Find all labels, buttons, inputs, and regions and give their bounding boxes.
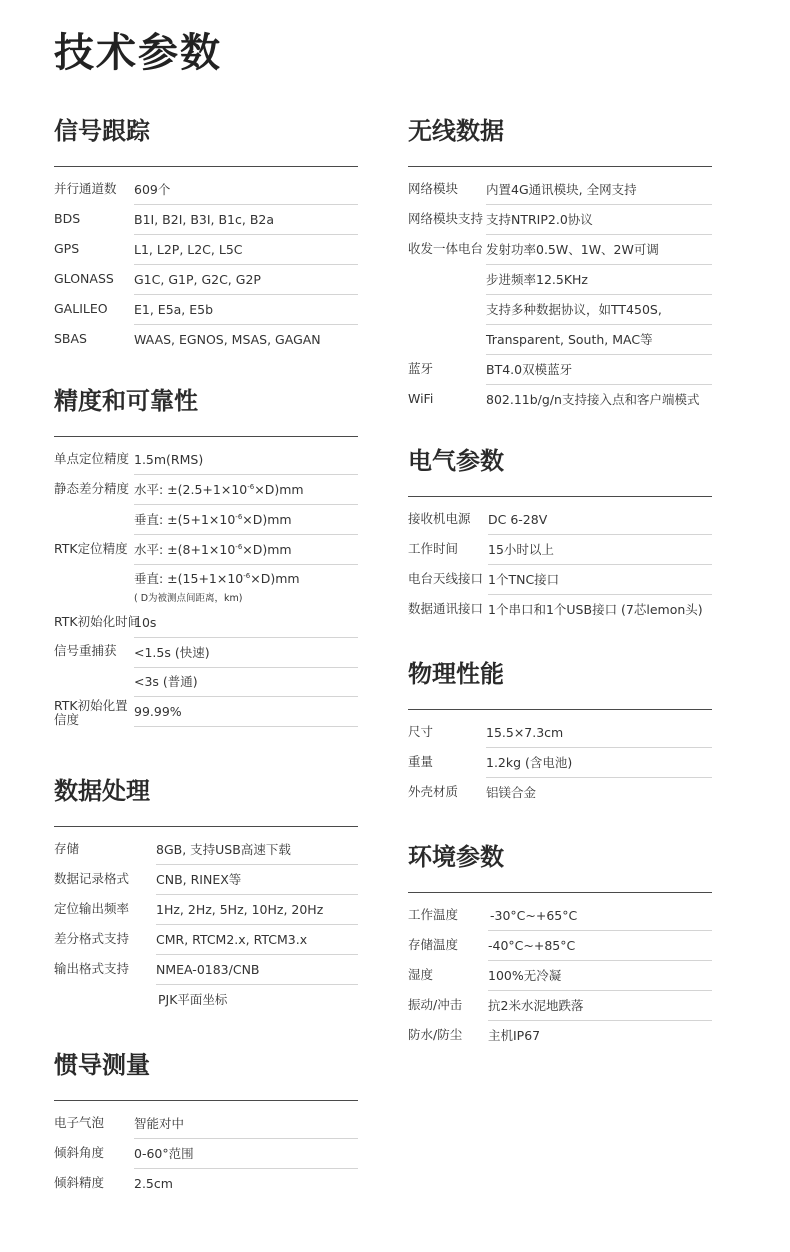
section-divider [408,709,712,710]
spec-row-data-port [408,595,712,625]
spec-value: 10s [134,615,157,630]
spec-row-shock [408,991,712,1021]
spec-value: 2.5cm [134,1176,173,1191]
spec-value: 99.99% [134,697,358,727]
section-title: 精度和可靠性 [54,387,198,415]
spec-label: RTK初始化时间 [54,614,141,629]
spec-label: 电子气泡 [54,1115,105,1130]
spec-label: SBAS [54,331,87,346]
spec-label: 输出格式支持 [54,961,130,976]
spec-row-radio-power [408,235,712,265]
spec-value: L1, L2P, L2C, L5C [134,235,358,265]
spec-row-record-format [54,865,358,895]
spec-value: NMEA-0183/CNB [156,955,358,985]
section-divider [54,436,358,437]
spec-label: 防水/防尘 [408,1027,463,1042]
spec-row-bluetooth [408,355,712,385]
spec-label: 电台天线接口 [408,571,484,586]
spec-label: 并行通道数 [54,181,117,196]
spec-value: WAAS, EGNOS, MSAS, GAGAN [134,332,321,347]
spec-row-bds [54,205,358,235]
spec-value: PJK平面坐标 [158,992,228,1007]
spec-label: 湿度 [408,967,434,982]
spec-label: 蓝牙 [408,361,434,376]
spec-label: 信号重捕获 [54,643,117,658]
spec-label: 重量 [408,754,434,769]
spec-value: 发射功率0.5W、1W、2W可调 [486,235,712,265]
spec-label: 尺寸 [408,724,434,739]
spec-row-rtk-init-confidence [54,697,358,727]
spec-row-working-time [408,535,712,565]
spec-row-sbas [54,325,358,355]
spec-row-power-supply [408,505,712,535]
spec-value: CNB, RINEX等 [156,865,358,895]
spec-row-plane-coord [54,985,358,1015]
spec-value: 内置4G通讯模块, 全网支持 [486,175,712,205]
spec-row-radio-step [408,265,712,295]
spec-row-rtk-vertical [54,565,358,593]
spec-row-antenna-port [408,565,712,595]
spec-label: RTK定位精度 [54,541,128,556]
section-divider [408,496,712,497]
spec-value: 609个 [134,175,358,205]
spec-row-static-horizontal [54,475,358,505]
spec-value: 100%无冷凝 [488,961,712,991]
spec-label: 工作时间 [408,541,459,556]
spec-value: 15小时以上 [488,535,712,565]
spec-label: RTK初始化置信度 [54,698,128,727]
spec-label: BDS [54,211,81,226]
spec-row-single-point [54,445,358,475]
section-title: 惯导测量 [54,1051,150,1079]
section-wireless [408,115,712,415]
spec-row-storage [54,835,358,865]
spec-row-tilt-accuracy [54,1169,358,1199]
spec-label: 网络模块 [408,181,459,196]
spec-row-ip-rating [408,1021,712,1051]
section-physical [408,658,712,808]
spec-label: 倾斜精度 [54,1175,105,1190]
spec-value: 15.5×7.3cm [486,718,712,748]
spec-row-wifi [408,385,712,415]
spec-label: 收发一体电台 [408,241,484,256]
spec-value: 水平: $\pm(2.5+1\times 10^{-6}\times D)mm$ [134,475,358,505]
spec-value: CMR, RTCM2.x, RTCM3.x [156,925,358,955]
spec-row-reacquisition-normal [54,667,358,697]
spec-label: 接收机电源 [408,511,471,526]
spec-row-output-rate [54,895,358,925]
spec-value: 1个TNC接口 [488,565,712,595]
spec-row-rtk-horizontal [54,535,358,565]
spec-value: B1I, B2I, B3I, B1c, B2a [134,205,358,235]
spec-row-network-support [408,205,712,235]
spec-row-galileo [54,295,358,325]
spec-row-storage-temp [408,931,712,961]
spec-row-housing [408,778,712,808]
spec-value: 802.11b/g/n支持接入点和客户端模式 [486,392,700,407]
spec-value: 铝镁合金 [486,785,537,800]
section-electrical [408,445,712,625]
spec-value: 8GB, 支持USB高速下载 [156,835,358,865]
section-data-processing [54,775,358,1015]
spec-row-channels [54,175,358,205]
spec-label: 静态差分精度 [54,481,130,496]
page-title: 技术参数 [54,30,222,76]
spec-label: 外壳材质 [408,784,459,799]
spec-value: 抗2米水泥地跌落 [488,991,712,1021]
spec-value: <3s (普通) [134,667,358,697]
spec-value: 垂直: $\pm(15+1\times 10^{-6}\times D)mm$ [134,571,300,586]
spec-label: 倾斜角度 [54,1145,105,1160]
spec-row-glonass [54,265,358,295]
spec-value: BT4.0双模蓝牙 [486,355,712,385]
section-divider [408,166,712,167]
section-divider [54,166,358,167]
spec-label: 工作温度 [408,907,459,922]
spec-row-reacquisition-fast [54,637,358,667]
spec-label: 网络模块支持 [408,211,484,226]
spec-value: -30°C~+65°C [488,901,712,931]
spec-row-output-format [54,955,358,985]
spec-row-gps [54,235,358,265]
spec-row-weight [408,748,712,778]
spec-value: G1C, G1P, G2C, G2P [134,265,358,295]
spec-value: Transparent, South, MAC等 [486,325,712,355]
spec-value: 1个串口和1个USB接口 (7芯lemon头) [488,602,703,617]
spec-value: 水平: $\pm(8+1\times 10^{-6}\times D)mm$ [134,535,358,565]
section-inertial [54,1049,358,1199]
section-title: 物理性能 [408,660,504,688]
section-title: 无线数据 [408,117,504,145]
spec-label: 差分格式支持 [54,931,130,946]
spec-label: 存储 [54,841,80,856]
spec-note: ( D为被测点间距离，km) [134,593,243,604]
spec-label: 数据记录格式 [54,871,130,886]
section-divider [54,826,358,827]
spec-value: <1.5s (快速) [134,637,358,668]
spec-row-radio-protocols-cont [408,325,712,355]
section-title: 电气参数 [408,447,504,475]
spec-value: 垂直: $\pm(5+1\times 10^{-6}\times D)mm$ [134,505,358,535]
spec-label: WiFi [408,391,434,406]
spec-label: 定位输出频率 [54,901,130,916]
spec-value: 支持NTRIP2.0协议 [486,205,712,235]
section-environment [408,841,712,1051]
section-title: 数据处理 [54,777,150,805]
spec-label: GLONASS [54,271,114,286]
spec-value: 支持多种数据协议，如TT450S, [486,295,712,325]
spec-value: 1Hz, 2Hz, 5Hz, 10Hz, 20Hz [156,895,358,925]
spec-label: 振动/冲击 [408,997,463,1012]
spec-label: 单点定位精度 [54,451,130,466]
section-signal-tracking [54,115,358,355]
spec-label: 存储温度 [408,937,459,952]
spec-row-radio-protocols [408,295,712,325]
section-title: 信号跟踪 [54,117,150,145]
spec-row-distance-note [54,593,358,609]
spec-value: 1.5m(RMS) [134,445,358,475]
spec-value: -40°C~+85°C [488,931,712,961]
spec-value: 智能对中 [134,1109,358,1139]
spec-row-network-module [408,175,712,205]
spec-label: 数据通讯接口 [408,601,484,616]
section-divider [408,892,712,893]
section-divider [54,1100,358,1101]
spec-value: 1.2kg (含电池) [486,748,712,778]
spec-value: E1, E5a, E5b [134,295,358,325]
spec-value: DC 6-28V [488,505,712,535]
spec-row-working-temp [408,901,712,931]
spec-row-diff-format [54,925,358,955]
spec-row-static-vertical [54,505,358,535]
spec-row-bubble [54,1109,358,1139]
spec-row-rtk-init-time [54,609,358,637]
spec-row-humidity [408,961,712,991]
spec-value: 0-60°范围 [134,1139,358,1169]
spec-row-tilt-angle [54,1139,358,1169]
section-title: 环境参数 [408,843,504,871]
spec-label: GALILEO [54,301,108,316]
spec-value: 主机IP67 [488,1028,541,1043]
section-accuracy [54,385,358,727]
spec-label: GPS [54,241,80,256]
spec-value: 步进频率12.5KHz [486,265,712,295]
spec-row-size [408,718,712,748]
